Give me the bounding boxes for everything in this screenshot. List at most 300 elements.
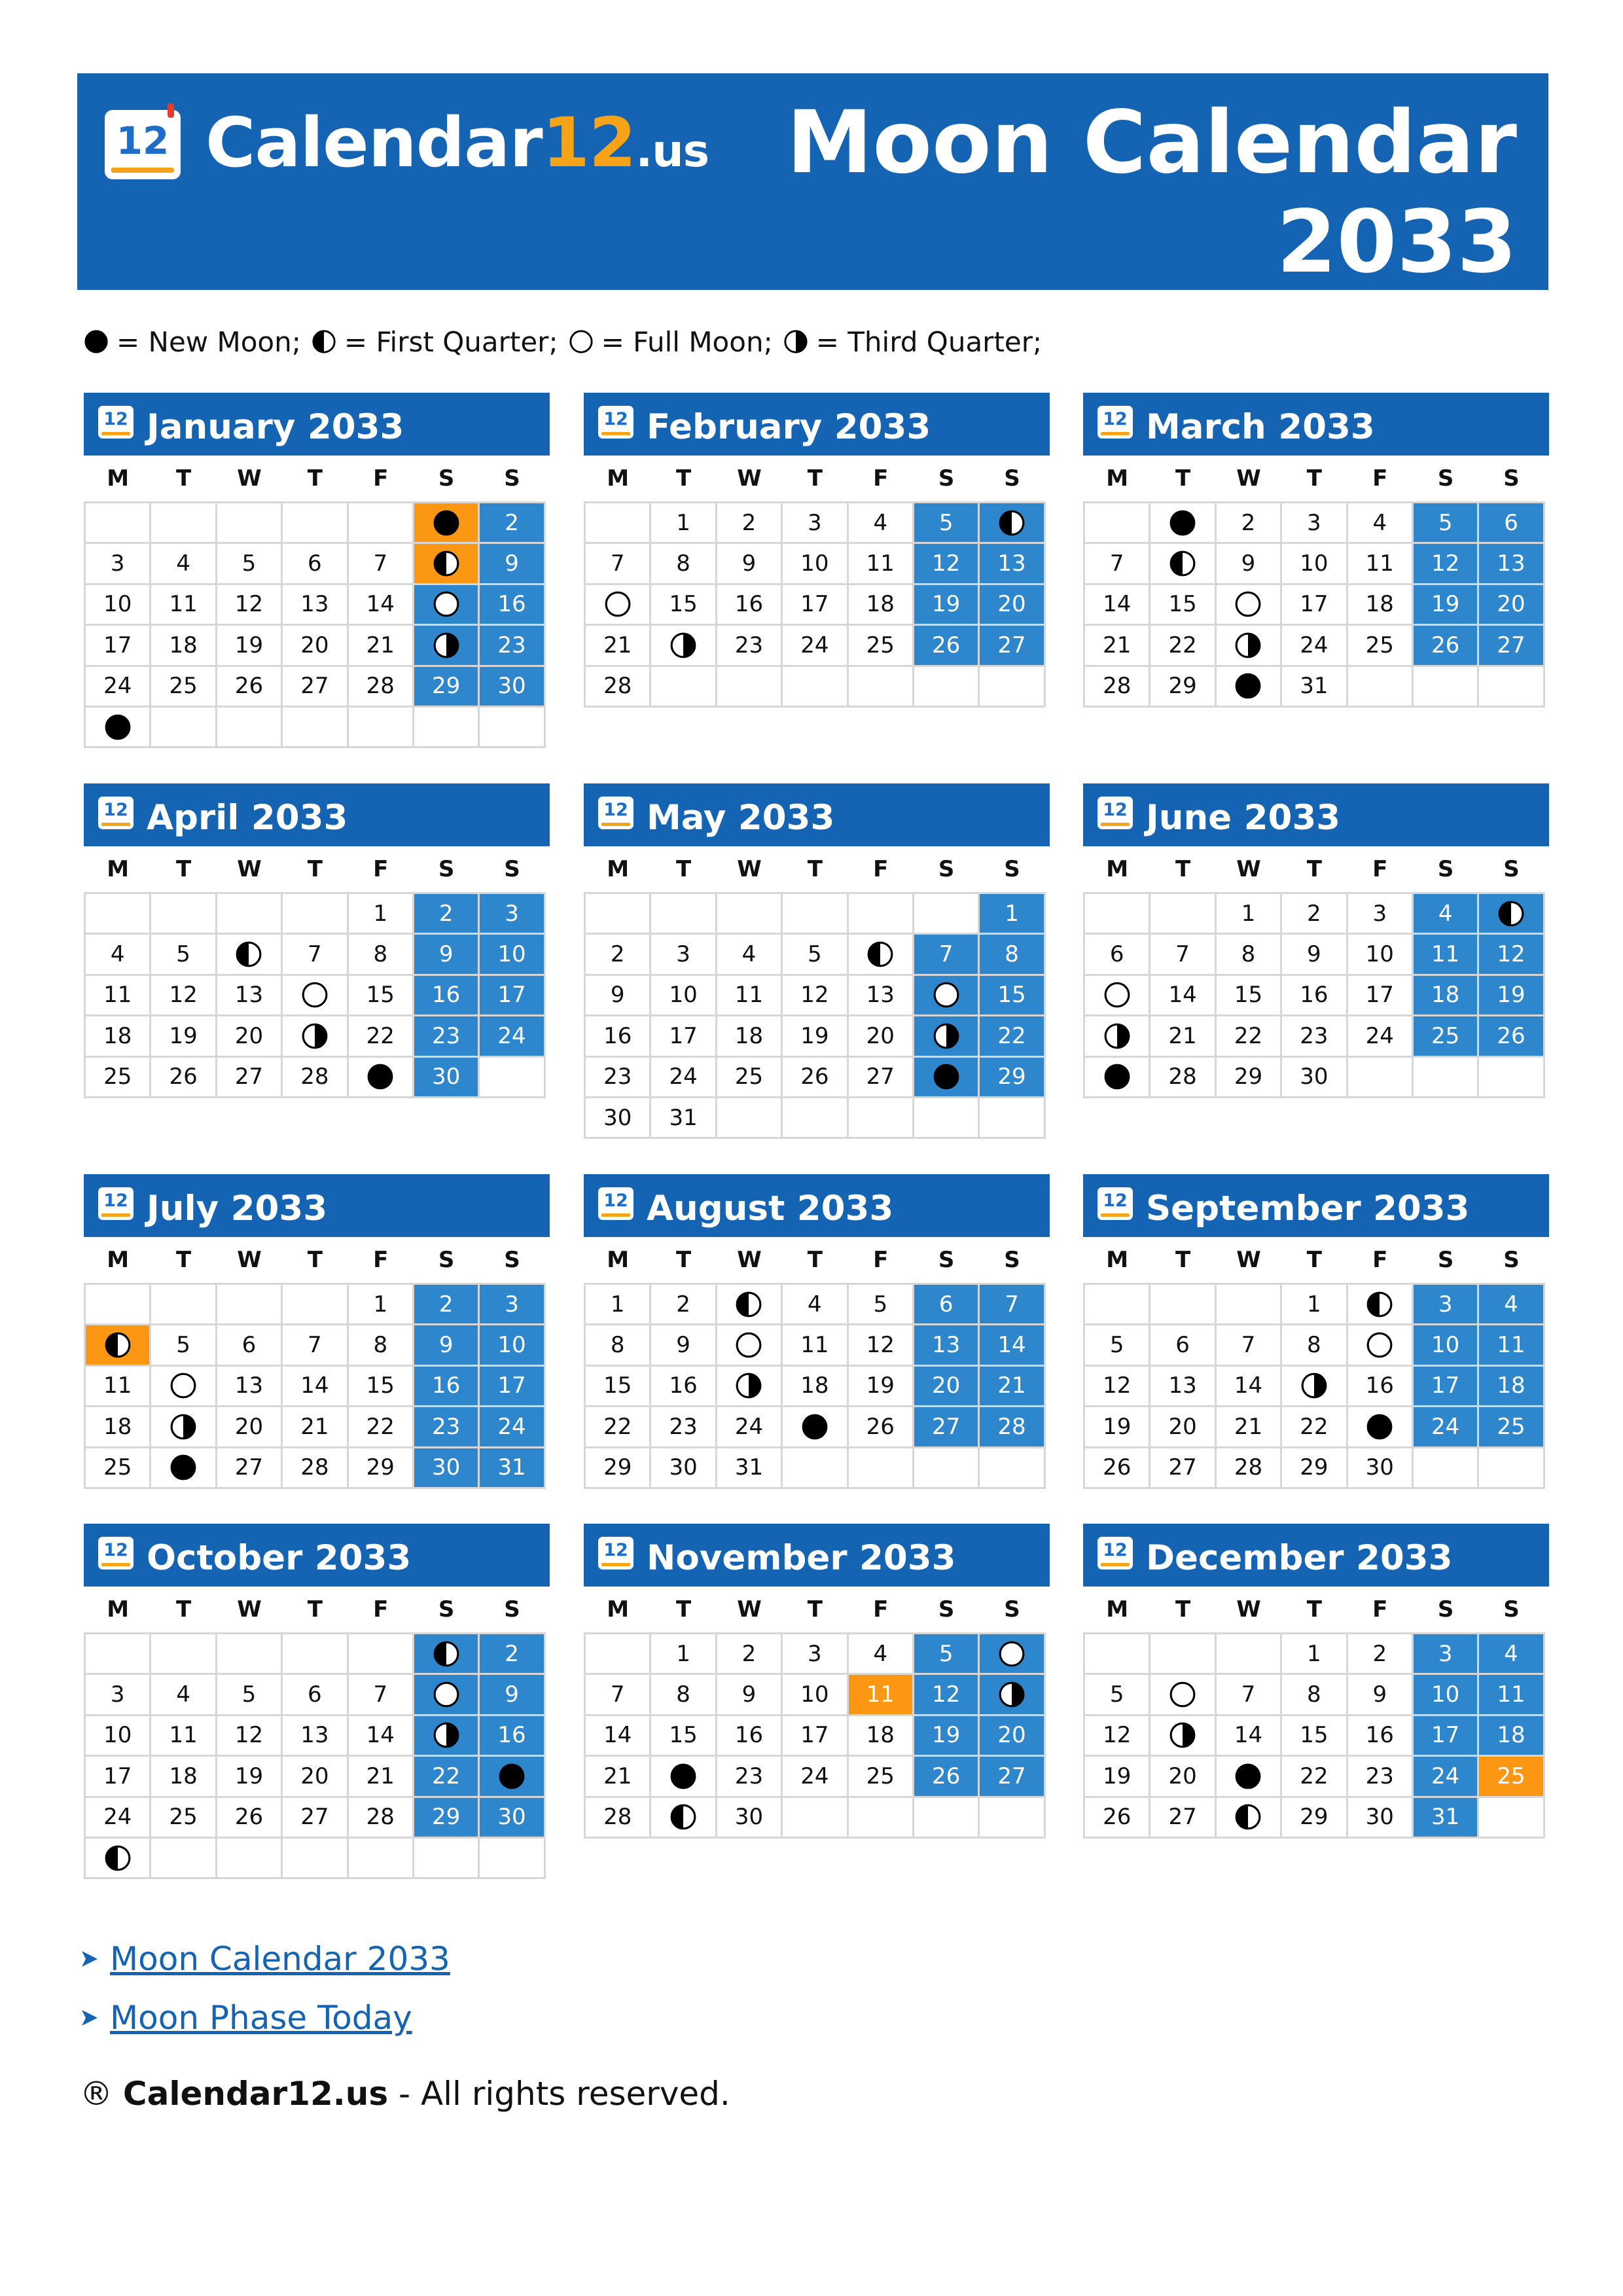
day-cell[interactable] bbox=[217, 626, 283, 666]
day-cell[interactable] bbox=[1414, 503, 1479, 544]
day-cell[interactable] bbox=[414, 935, 480, 975]
day-cell[interactable] bbox=[717, 1634, 783, 1675]
day-cell[interactable] bbox=[349, 1407, 414, 1448]
day-cell[interactable] bbox=[1085, 544, 1150, 584]
day-cell[interactable] bbox=[480, 1367, 545, 1407]
day-cell[interactable] bbox=[480, 585, 545, 626]
day-cell[interactable] bbox=[1348, 585, 1414, 626]
day-cell[interactable] bbox=[914, 1757, 980, 1797]
day-cell[interactable] bbox=[414, 1325, 480, 1366]
day-cell[interactable] bbox=[283, 1716, 348, 1757]
day-cell[interactable] bbox=[1414, 1367, 1479, 1407]
day-cell[interactable] bbox=[717, 585, 783, 626]
day-cell[interactable] bbox=[1282, 935, 1347, 975]
day-cell[interactable] bbox=[1282, 667, 1347, 708]
day-cell[interactable] bbox=[914, 626, 980, 666]
day-cell[interactable] bbox=[1414, 935, 1479, 975]
day-cell[interactable] bbox=[151, 1757, 217, 1797]
day-cell[interactable] bbox=[1479, 1757, 1544, 1797]
day-cell[interactable] bbox=[1085, 667, 1150, 708]
day-cell[interactable] bbox=[1479, 1016, 1544, 1057]
day-cell[interactable] bbox=[1282, 1716, 1347, 1757]
day-cell[interactable] bbox=[86, 1757, 151, 1797]
day-cell[interactable] bbox=[349, 894, 414, 935]
day-cell[interactable] bbox=[717, 1757, 783, 1797]
day-cell[interactable] bbox=[1414, 544, 1479, 584]
day-cell[interactable] bbox=[1348, 1325, 1414, 1366]
day-cell[interactable] bbox=[1282, 1675, 1347, 1715]
day-cell[interactable] bbox=[1282, 1757, 1347, 1797]
day-cell[interactable] bbox=[980, 976, 1045, 1016]
day-cell[interactable] bbox=[717, 1325, 783, 1366]
day-cell[interactable] bbox=[283, 1448, 348, 1489]
day-cell[interactable] bbox=[1150, 626, 1216, 666]
day-cell[interactable] bbox=[1479, 1285, 1544, 1325]
day-cell[interactable] bbox=[1479, 894, 1544, 935]
day-cell[interactable] bbox=[980, 1325, 1045, 1366]
day-cell[interactable] bbox=[1217, 1798, 1282, 1839]
site-logo[interactable] bbox=[205, 103, 709, 191]
day-cell[interactable] bbox=[651, 1716, 717, 1757]
day-cell[interactable] bbox=[1414, 1016, 1479, 1057]
day-cell[interactable] bbox=[914, 935, 980, 975]
day-cell[interactable] bbox=[849, 1058, 914, 1098]
day-cell[interactable] bbox=[1414, 1285, 1479, 1325]
day-cell[interactable] bbox=[849, 1716, 914, 1757]
day-cell[interactable] bbox=[1217, 1757, 1282, 1797]
day-cell[interactable] bbox=[217, 1675, 283, 1715]
day-cell[interactable] bbox=[651, 1634, 717, 1675]
day-cell[interactable] bbox=[151, 1325, 217, 1366]
day-cell[interactable] bbox=[1217, 935, 1282, 975]
day-cell[interactable] bbox=[1150, 503, 1216, 544]
day-cell[interactable] bbox=[980, 585, 1045, 626]
day-cell[interactable] bbox=[217, 1325, 283, 1366]
day-cell[interactable] bbox=[1414, 1716, 1479, 1757]
day-cell[interactable] bbox=[980, 626, 1045, 666]
day-cell[interactable] bbox=[651, 1798, 717, 1839]
day-cell[interactable] bbox=[414, 544, 480, 584]
day-cell[interactable] bbox=[849, 1407, 914, 1448]
day-cell[interactable] bbox=[151, 1407, 217, 1448]
day-cell[interactable] bbox=[1348, 1367, 1414, 1407]
day-cell[interactable] bbox=[480, 894, 545, 935]
day-cell[interactable] bbox=[980, 1634, 1045, 1675]
day-cell[interactable] bbox=[717, 544, 783, 584]
link-moon-calendar[interactable] bbox=[80, 1929, 450, 1988]
day-cell[interactable] bbox=[1217, 1058, 1282, 1098]
day-cell[interactable] bbox=[586, 667, 651, 708]
day-cell[interactable] bbox=[783, 1634, 848, 1675]
day-cell[interactable] bbox=[349, 667, 414, 708]
day-cell[interactable] bbox=[914, 503, 980, 544]
day-cell[interactable] bbox=[1282, 1634, 1347, 1675]
day-cell[interactable] bbox=[651, 1757, 717, 1797]
day-cell[interactable] bbox=[217, 585, 283, 626]
day-cell[interactable] bbox=[1085, 1448, 1150, 1489]
day-cell[interactable] bbox=[283, 1407, 348, 1448]
day-cell[interactable] bbox=[86, 585, 151, 626]
day-cell[interactable] bbox=[86, 626, 151, 666]
day-cell[interactable] bbox=[1150, 1798, 1216, 1839]
day-cell[interactable] bbox=[849, 503, 914, 544]
day-cell[interactable] bbox=[1150, 1058, 1216, 1098]
day-cell[interactable] bbox=[783, 626, 848, 666]
day-cell[interactable] bbox=[651, 1098, 717, 1139]
day-cell[interactable] bbox=[1348, 894, 1414, 935]
day-cell[interactable] bbox=[480, 976, 545, 1016]
day-cell[interactable] bbox=[1479, 626, 1544, 666]
day-cell[interactable] bbox=[1348, 935, 1414, 975]
day-cell[interactable] bbox=[349, 1058, 414, 1098]
day-cell[interactable] bbox=[480, 1325, 545, 1366]
day-cell[interactable] bbox=[651, 1285, 717, 1325]
day-cell[interactable] bbox=[914, 1634, 980, 1675]
day-cell[interactable] bbox=[914, 585, 980, 626]
day-cell[interactable] bbox=[783, 503, 848, 544]
day-cell[interactable] bbox=[414, 1675, 480, 1715]
day-cell[interactable] bbox=[783, 585, 848, 626]
day-cell[interactable] bbox=[1414, 894, 1479, 935]
day-cell[interactable] bbox=[586, 1798, 651, 1839]
day-cell[interactable] bbox=[1282, 1325, 1347, 1366]
day-cell[interactable] bbox=[414, 503, 480, 544]
day-cell[interactable] bbox=[1217, 667, 1282, 708]
day-cell[interactable] bbox=[480, 935, 545, 975]
day-cell[interactable] bbox=[717, 1407, 783, 1448]
day-cell[interactable] bbox=[914, 544, 980, 584]
day-cell[interactable] bbox=[480, 1798, 545, 1839]
day-cell[interactable] bbox=[717, 1798, 783, 1839]
day-cell[interactable] bbox=[1479, 585, 1544, 626]
day-cell[interactable] bbox=[651, 1016, 717, 1057]
day-cell[interactable] bbox=[151, 544, 217, 584]
day-cell[interactable] bbox=[1479, 1716, 1544, 1757]
day-cell[interactable] bbox=[217, 1716, 283, 1757]
day-cell[interactable] bbox=[1217, 1448, 1282, 1489]
day-cell[interactable] bbox=[1348, 1675, 1414, 1715]
day-cell[interactable] bbox=[151, 1798, 217, 1839]
day-cell[interactable] bbox=[849, 1016, 914, 1057]
day-cell[interactable] bbox=[651, 1407, 717, 1448]
day-cell[interactable] bbox=[1150, 976, 1216, 1016]
day-cell[interactable] bbox=[349, 1675, 414, 1715]
day-cell[interactable] bbox=[283, 1016, 348, 1057]
day-cell[interactable] bbox=[783, 1325, 848, 1366]
day-cell[interactable] bbox=[480, 1407, 545, 1448]
day-cell[interactable] bbox=[717, 1367, 783, 1407]
day-cell[interactable] bbox=[283, 667, 348, 708]
day-cell[interactable] bbox=[1150, 1448, 1216, 1489]
day-cell[interactable] bbox=[414, 585, 480, 626]
day-cell[interactable] bbox=[1414, 626, 1479, 666]
day-cell[interactable] bbox=[349, 1285, 414, 1325]
day-cell[interactable] bbox=[414, 1798, 480, 1839]
day-cell[interactable] bbox=[86, 1325, 151, 1366]
day-cell[interactable] bbox=[1085, 1798, 1150, 1839]
day-cell[interactable] bbox=[1085, 1675, 1150, 1715]
day-cell[interactable] bbox=[651, 1448, 717, 1489]
day-cell[interactable] bbox=[849, 1634, 914, 1675]
day-cell[interactable] bbox=[1085, 935, 1150, 975]
day-cell[interactable] bbox=[1217, 503, 1282, 544]
day-cell[interactable] bbox=[414, 1716, 480, 1757]
day-cell[interactable] bbox=[1348, 1634, 1414, 1675]
day-cell[interactable] bbox=[849, 1757, 914, 1797]
day-cell[interactable] bbox=[1414, 1634, 1479, 1675]
day-cell[interactable] bbox=[349, 1367, 414, 1407]
day-cell[interactable] bbox=[651, 1325, 717, 1366]
day-cell[interactable] bbox=[86, 1448, 151, 1489]
day-cell[interactable] bbox=[414, 1285, 480, 1325]
day-cell[interactable] bbox=[651, 1367, 717, 1407]
day-cell[interactable] bbox=[349, 1325, 414, 1366]
day-cell[interactable] bbox=[717, 626, 783, 666]
day-cell[interactable] bbox=[1479, 1325, 1544, 1366]
day-cell[interactable] bbox=[1150, 1325, 1216, 1366]
day-cell[interactable] bbox=[783, 935, 848, 975]
day-cell[interactable] bbox=[414, 894, 480, 935]
day-cell[interactable] bbox=[1085, 626, 1150, 666]
day-cell[interactable] bbox=[349, 1716, 414, 1757]
day-cell[interactable] bbox=[1479, 1634, 1544, 1675]
day-cell[interactable] bbox=[1085, 585, 1150, 626]
day-cell[interactable] bbox=[414, 1407, 480, 1448]
day-cell[interactable] bbox=[1217, 1675, 1282, 1715]
day-cell[interactable] bbox=[980, 544, 1045, 584]
day-cell[interactable] bbox=[283, 1367, 348, 1407]
day-cell[interactable] bbox=[349, 1016, 414, 1057]
day-cell[interactable] bbox=[1217, 1407, 1282, 1448]
day-cell[interactable] bbox=[414, 1448, 480, 1489]
day-cell[interactable] bbox=[217, 1367, 283, 1407]
day-cell[interactable] bbox=[1348, 1285, 1414, 1325]
day-cell[interactable] bbox=[783, 1757, 848, 1797]
day-cell[interactable] bbox=[849, 1325, 914, 1366]
day-cell[interactable] bbox=[283, 626, 348, 666]
day-cell[interactable] bbox=[651, 976, 717, 1016]
day-cell[interactable] bbox=[1282, 585, 1347, 626]
day-cell[interactable] bbox=[1414, 585, 1479, 626]
day-cell[interactable] bbox=[586, 1407, 651, 1448]
day-cell[interactable] bbox=[414, 1016, 480, 1057]
day-cell[interactable] bbox=[1479, 503, 1544, 544]
day-cell[interactable] bbox=[849, 544, 914, 584]
day-cell[interactable] bbox=[586, 1716, 651, 1757]
day-cell[interactable] bbox=[914, 1325, 980, 1366]
day-cell[interactable] bbox=[480, 1285, 545, 1325]
day-cell[interactable] bbox=[1414, 1675, 1479, 1715]
day-cell[interactable] bbox=[86, 1839, 151, 1879]
day-cell[interactable] bbox=[717, 1716, 783, 1757]
day-cell[interactable] bbox=[151, 935, 217, 975]
day-cell[interactable] bbox=[586, 626, 651, 666]
day-cell[interactable] bbox=[86, 1675, 151, 1715]
day-cell[interactable] bbox=[651, 626, 717, 666]
day-cell[interactable] bbox=[783, 1407, 848, 1448]
day-cell[interactable] bbox=[1150, 1407, 1216, 1448]
day-cell[interactable] bbox=[586, 976, 651, 1016]
day-cell[interactable] bbox=[151, 667, 217, 708]
day-cell[interactable] bbox=[86, 667, 151, 708]
day-cell[interactable] bbox=[283, 1675, 348, 1715]
day-cell[interactable] bbox=[1282, 1798, 1347, 1839]
day-cell[interactable] bbox=[783, 1675, 848, 1715]
day-cell[interactable] bbox=[217, 935, 283, 975]
day-cell[interactable] bbox=[783, 1058, 848, 1098]
day-cell[interactable] bbox=[86, 1407, 151, 1448]
day-cell[interactable] bbox=[1348, 1448, 1414, 1489]
day-cell[interactable] bbox=[151, 1058, 217, 1098]
day-cell[interactable] bbox=[980, 1285, 1045, 1325]
day-cell[interactable] bbox=[1479, 1367, 1544, 1407]
day-cell[interactable] bbox=[586, 1448, 651, 1489]
day-cell[interactable] bbox=[1479, 935, 1544, 975]
day-cell[interactable] bbox=[1282, 626, 1347, 666]
day-cell[interactable] bbox=[1348, 1716, 1414, 1757]
day-cell[interactable] bbox=[86, 708, 151, 748]
day-cell[interactable] bbox=[349, 935, 414, 975]
day-cell[interactable] bbox=[414, 1634, 480, 1675]
day-cell[interactable] bbox=[651, 585, 717, 626]
day-cell[interactable] bbox=[86, 976, 151, 1016]
day-cell[interactable] bbox=[717, 1016, 783, 1057]
day-cell[interactable] bbox=[1348, 1798, 1414, 1839]
day-cell[interactable] bbox=[783, 1716, 848, 1757]
day-cell[interactable] bbox=[717, 1448, 783, 1489]
day-cell[interactable] bbox=[1150, 1716, 1216, 1757]
day-cell[interactable] bbox=[414, 976, 480, 1016]
day-cell[interactable] bbox=[217, 1798, 283, 1839]
day-cell[interactable] bbox=[1150, 667, 1216, 708]
day-cell[interactable] bbox=[1282, 1016, 1347, 1057]
day-cell[interactable] bbox=[1217, 626, 1282, 666]
day-cell[interactable] bbox=[414, 1058, 480, 1098]
day-cell[interactable] bbox=[283, 544, 348, 584]
link-moon-phase-today[interactable] bbox=[80, 1988, 450, 2047]
day-cell[interactable] bbox=[480, 1716, 545, 1757]
day-cell[interactable] bbox=[1282, 1367, 1347, 1407]
day-cell[interactable] bbox=[651, 935, 717, 975]
day-cell[interactable] bbox=[151, 1367, 217, 1407]
day-cell[interactable] bbox=[1479, 1407, 1544, 1448]
day-cell[interactable] bbox=[980, 1058, 1045, 1098]
day-cell[interactable] bbox=[1282, 976, 1347, 1016]
day-cell[interactable] bbox=[717, 503, 783, 544]
day-cell[interactable] bbox=[651, 544, 717, 584]
day-cell[interactable] bbox=[1282, 894, 1347, 935]
day-cell[interactable] bbox=[1479, 976, 1544, 1016]
day-cell[interactable] bbox=[283, 1798, 348, 1839]
day-cell[interactable] bbox=[914, 1407, 980, 1448]
day-cell[interactable] bbox=[1282, 1448, 1347, 1489]
day-cell[interactable] bbox=[1085, 1716, 1150, 1757]
day-cell[interactable] bbox=[1414, 1407, 1479, 1448]
day-cell[interactable] bbox=[86, 1367, 151, 1407]
day-cell[interactable] bbox=[217, 544, 283, 584]
day-cell[interactable] bbox=[849, 585, 914, 626]
day-cell[interactable] bbox=[717, 1675, 783, 1715]
day-cell[interactable] bbox=[914, 1285, 980, 1325]
day-cell[interactable] bbox=[283, 935, 348, 975]
day-cell[interactable] bbox=[1348, 1407, 1414, 1448]
day-cell[interactable] bbox=[717, 1285, 783, 1325]
day-cell[interactable] bbox=[980, 1675, 1045, 1715]
day-cell[interactable] bbox=[980, 1367, 1045, 1407]
day-cell[interactable] bbox=[480, 1757, 545, 1797]
day-cell[interactable] bbox=[586, 1016, 651, 1057]
day-cell[interactable] bbox=[980, 503, 1045, 544]
day-cell[interactable] bbox=[1414, 1325, 1479, 1366]
day-cell[interactable] bbox=[151, 1716, 217, 1757]
day-cell[interactable] bbox=[586, 1325, 651, 1366]
day-cell[interactable] bbox=[217, 1448, 283, 1489]
day-cell[interactable] bbox=[1150, 585, 1216, 626]
day-cell[interactable] bbox=[980, 894, 1045, 935]
day-cell[interactable] bbox=[1150, 935, 1216, 975]
day-cell[interactable] bbox=[783, 1367, 848, 1407]
day-cell[interactable] bbox=[151, 1016, 217, 1057]
day-cell[interactable] bbox=[1348, 1757, 1414, 1797]
day-cell[interactable] bbox=[717, 935, 783, 975]
day-cell[interactable] bbox=[1217, 894, 1282, 935]
day-cell[interactable] bbox=[151, 626, 217, 666]
day-cell[interactable] bbox=[151, 1675, 217, 1715]
day-cell[interactable] bbox=[1085, 1757, 1150, 1797]
day-cell[interactable] bbox=[914, 976, 980, 1016]
day-cell[interactable] bbox=[1479, 544, 1544, 584]
day-cell[interactable] bbox=[849, 935, 914, 975]
day-cell[interactable] bbox=[586, 935, 651, 975]
day-cell[interactable] bbox=[1348, 503, 1414, 544]
day-cell[interactable] bbox=[1150, 1016, 1216, 1057]
day-cell[interactable] bbox=[1150, 544, 1216, 584]
day-cell[interactable] bbox=[480, 1016, 545, 1057]
day-cell[interactable] bbox=[349, 1757, 414, 1797]
day-cell[interactable] bbox=[217, 976, 283, 1016]
day-cell[interactable] bbox=[1217, 585, 1282, 626]
day-cell[interactable] bbox=[914, 1367, 980, 1407]
day-cell[interactable] bbox=[1479, 1675, 1544, 1715]
day-cell[interactable] bbox=[1085, 976, 1150, 1016]
day-cell[interactable] bbox=[849, 1367, 914, 1407]
day-cell[interactable] bbox=[1414, 976, 1479, 1016]
day-cell[interactable] bbox=[480, 544, 545, 584]
day-cell[interactable] bbox=[849, 976, 914, 1016]
day-cell[interactable] bbox=[480, 503, 545, 544]
day-cell[interactable] bbox=[651, 1058, 717, 1098]
day-cell[interactable] bbox=[783, 976, 848, 1016]
day-cell[interactable] bbox=[480, 667, 545, 708]
day-cell[interactable] bbox=[1217, 1016, 1282, 1057]
day-cell[interactable] bbox=[151, 585, 217, 626]
day-cell[interactable] bbox=[849, 1285, 914, 1325]
day-cell[interactable] bbox=[349, 585, 414, 626]
day-cell[interactable] bbox=[914, 1058, 980, 1098]
day-cell[interactable] bbox=[480, 1675, 545, 1715]
day-cell[interactable] bbox=[86, 935, 151, 975]
day-cell[interactable] bbox=[1217, 1367, 1282, 1407]
day-cell[interactable] bbox=[1085, 1058, 1150, 1098]
day-cell[interactable] bbox=[1150, 1367, 1216, 1407]
day-cell[interactable] bbox=[86, 1798, 151, 1839]
day-cell[interactable] bbox=[217, 1016, 283, 1057]
day-cell[interactable] bbox=[1282, 1407, 1347, 1448]
day-cell[interactable] bbox=[217, 1407, 283, 1448]
day-cell[interactable] bbox=[414, 626, 480, 666]
day-cell[interactable] bbox=[1217, 544, 1282, 584]
day-cell[interactable] bbox=[1085, 1016, 1150, 1057]
